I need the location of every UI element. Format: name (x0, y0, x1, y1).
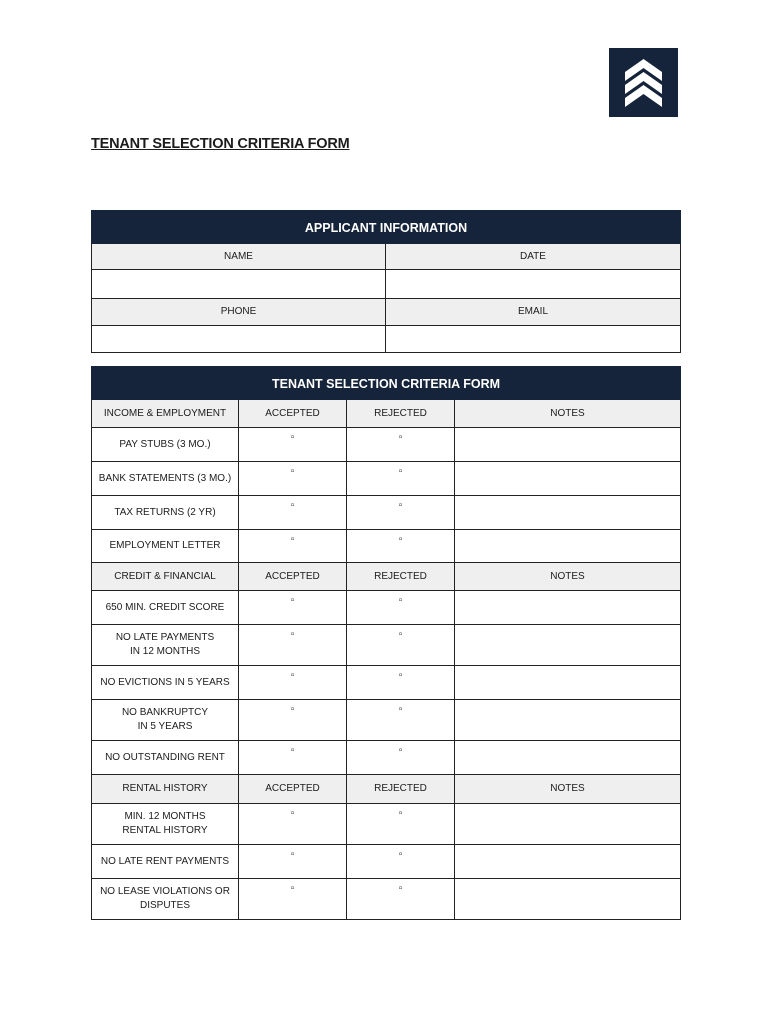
criteria-row (92, 666, 681, 700)
logo (609, 48, 678, 117)
accepted-checkbox[interactable]: ▫ (239, 741, 347, 775)
date-label: DATE (386, 244, 681, 270)
name-label: NAME (92, 244, 386, 270)
accepted-label: ACCEPTED (239, 400, 347, 428)
criteria-table (91, 366, 681, 920)
notes-field[interactable] (455, 700, 681, 741)
section-header-row (92, 563, 681, 591)
criteria-row (92, 741, 681, 775)
criteria-row (92, 804, 681, 845)
criteria-item (92, 462, 239, 496)
email-field[interactable] (386, 326, 681, 353)
criteria-header: TENANT SELECTION CRITERIA FORM (92, 367, 681, 400)
name-field[interactable] (92, 270, 386, 299)
criteria-item-line2: RENTAL HISTORY (122, 825, 208, 836)
notes-field[interactable] (455, 741, 681, 775)
criteria-item-line1: MIN. 12 MONTHS (124, 811, 206, 822)
accepted-checkbox[interactable]: ▫ (239, 625, 347, 666)
criteria-item-line1: NO EVICTIONS IN 5 YEARS (100, 676, 230, 688)
criteria-item-line2: IN 5 YEARS (137, 721, 193, 732)
rejected-checkbox[interactable]: ▫ (347, 700, 455, 741)
criteria-row (92, 462, 681, 496)
phone-label: PHONE (92, 299, 386, 326)
rejected-checkbox[interactable]: ▫ (347, 845, 455, 879)
rejected-checkbox[interactable]: ▫ (347, 625, 455, 666)
criteria-item (92, 666, 239, 700)
criteria-row (92, 496, 681, 530)
rejected-label: REJECTED (347, 775, 455, 804)
criteria-item-line2: DISPUTES (139, 900, 190, 911)
criteria-item (92, 741, 239, 775)
criteria-item-line1: NO LEASE VIOLATIONS OR (100, 886, 230, 897)
rejected-checkbox[interactable]: ▫ (347, 591, 455, 625)
criteria-item (92, 530, 239, 563)
rejected-checkbox[interactable]: ▫ (347, 530, 455, 563)
rejected-checkbox[interactable]: ▫ (347, 428, 455, 462)
notes-field[interactable] (455, 530, 681, 563)
rejected-label: REJECTED (347, 563, 455, 591)
criteria-item-line1: TAX RETURNS (2 YR) (114, 506, 216, 518)
criteria-row (92, 845, 681, 879)
section-header-row (92, 400, 681, 428)
accepted-label: ACCEPTED (239, 775, 347, 804)
notes-field[interactable] (455, 804, 681, 845)
criteria-row (92, 428, 681, 462)
notes-field[interactable] (455, 879, 681, 920)
criteria-row (92, 591, 681, 625)
section-title: CREDIT & FINANCIAL (92, 563, 239, 591)
accepted-checkbox[interactable]: ▫ (239, 462, 347, 496)
criteria-item-line1: NO LATE PAYMENTS (115, 632, 215, 643)
criteria-item (92, 700, 239, 741)
notes-label: NOTES (455, 775, 681, 804)
accepted-checkbox[interactable]: ▫ (239, 845, 347, 879)
phone-field[interactable] (92, 326, 386, 353)
criteria-item (92, 428, 239, 462)
section-header-row (92, 775, 681, 804)
applicant-information-table (91, 210, 681, 353)
notes-field[interactable] (455, 496, 681, 530)
criteria-item-line1: NO OUTSTANDING RENT (105, 751, 225, 763)
criteria-item (92, 845, 239, 879)
criteria-item-line1: NO BANKRUPTCY (121, 707, 209, 718)
rejected-checkbox[interactable]: ▫ (347, 462, 455, 496)
criteria-item (92, 591, 239, 625)
email-label: EMAIL (386, 299, 681, 326)
section-title: INCOME & EMPLOYMENT (92, 400, 239, 428)
accepted-checkbox[interactable]: ▫ (239, 666, 347, 700)
criteria-item-line2: IN 12 MONTHS (129, 646, 200, 657)
criteria-item-line1: EMPLOYMENT LETTER (109, 540, 221, 551)
accepted-checkbox[interactable]: ▫ (239, 879, 347, 920)
accepted-checkbox[interactable]: ▫ (239, 700, 347, 741)
notes-field[interactable] (455, 845, 681, 879)
rejected-checkbox[interactable]: ▫ (347, 804, 455, 845)
criteria-item (92, 804, 239, 845)
criteria-item-line1: NO LATE RENT PAYMENTS (100, 855, 230, 867)
rejected-checkbox[interactable]: ▫ (347, 741, 455, 775)
rejected-label: REJECTED (347, 400, 455, 428)
notes-field[interactable] (455, 462, 681, 496)
notes-field[interactable] (455, 591, 681, 625)
accepted-label: ACCEPTED (239, 563, 347, 591)
applicant-header-row (92, 211, 681, 244)
criteria-item (92, 879, 239, 920)
criteria-header-row (92, 367, 681, 400)
applicant-header: APPLICANT INFORMATION (92, 211, 681, 244)
criteria-item (92, 496, 239, 530)
notes-label: NOTES (455, 563, 681, 591)
notes-field[interactable] (455, 428, 681, 462)
criteria-item-line1: 650 MIN. CREDIT SCORE (105, 601, 225, 613)
notes-field[interactable] (455, 625, 681, 666)
accepted-checkbox[interactable]: ▫ (239, 804, 347, 845)
accepted-checkbox[interactable]: ▫ (239, 530, 347, 563)
chevron-stack-icon (609, 48, 678, 117)
page-title: TENANT SELECTION CRITERIA FORM (91, 136, 350, 152)
notes-label: NOTES (455, 400, 681, 428)
criteria-row (92, 625, 681, 666)
date-field[interactable] (386, 270, 681, 299)
criteria-row (92, 879, 681, 920)
criteria-row (92, 530, 681, 563)
accepted-checkbox[interactable]: ▫ (239, 591, 347, 625)
criteria-row (92, 700, 681, 741)
rejected-checkbox[interactable]: ▫ (347, 666, 455, 700)
accepted-checkbox[interactable]: ▫ (239, 496, 347, 530)
rejected-checkbox[interactable]: ▫ (347, 879, 455, 920)
rejected-checkbox[interactable]: ▫ (347, 496, 455, 530)
criteria-item-line1: PAY STUBS (3 MO.) (119, 438, 211, 450)
section-title: RENTAL HISTORY (92, 775, 239, 804)
criteria-item (92, 625, 239, 666)
accepted-checkbox[interactable]: ▫ (239, 428, 347, 462)
criteria-item-line1: BANK STATEMENTS (3 MO.) (98, 472, 232, 484)
notes-field[interactable] (455, 666, 681, 700)
